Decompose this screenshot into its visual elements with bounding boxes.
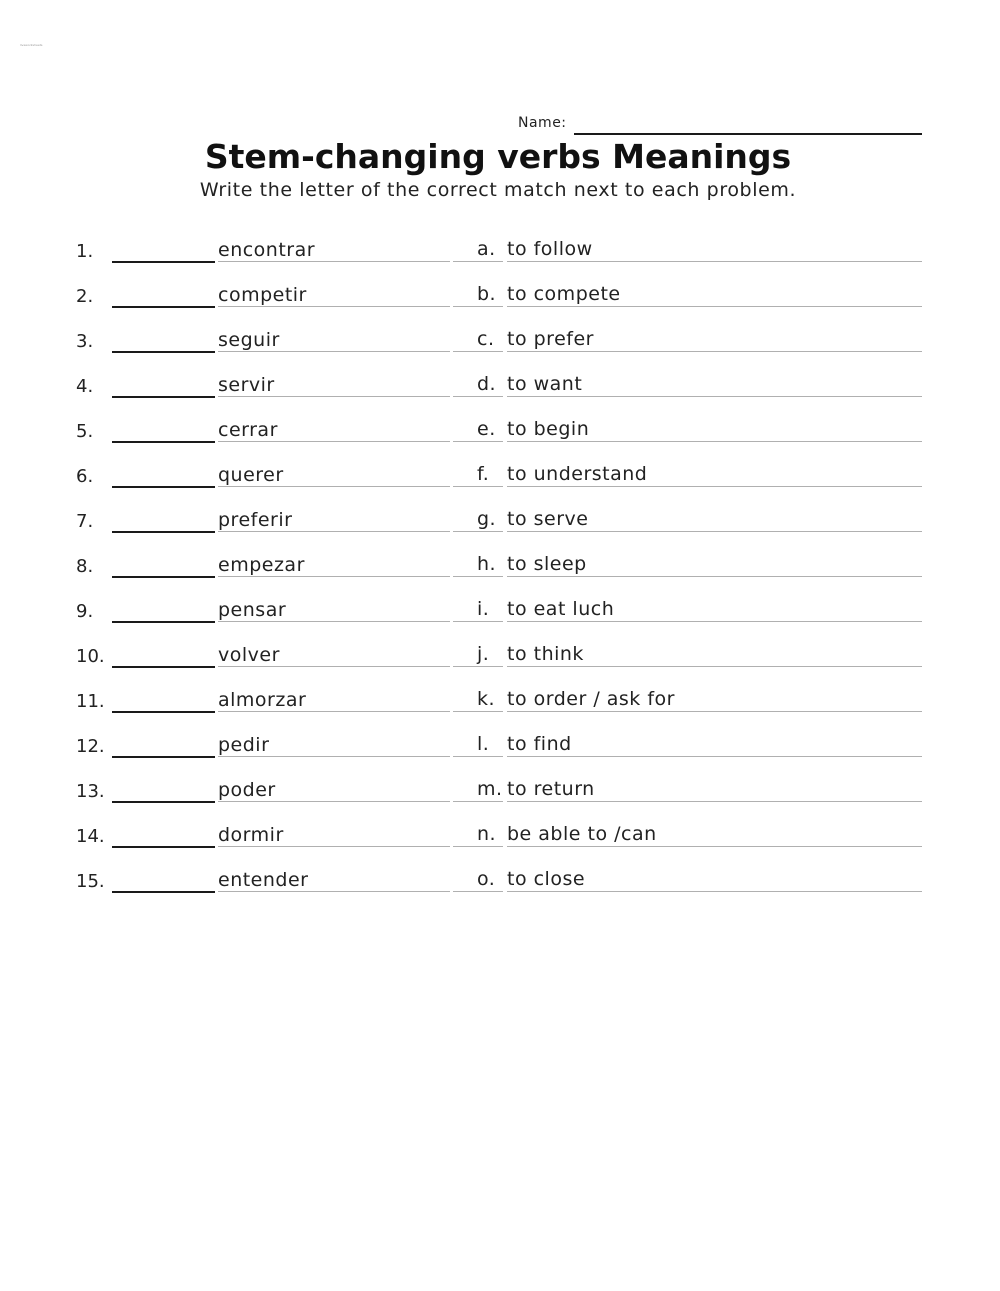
answer-blank[interactable] [112, 351, 215, 353]
answer-blank[interactable] [112, 666, 215, 668]
matching-row [0, 852, 1000, 897]
spanish-verb: almorzar [218, 689, 307, 711]
problem-number: 2. [76, 286, 94, 307]
letter-rule [453, 891, 503, 892]
meaning-rule [507, 441, 922, 442]
term-rule [218, 711, 450, 712]
matching-row [0, 717, 1000, 762]
matching-row [0, 357, 1000, 402]
spanish-verb: servir [218, 374, 275, 396]
term-rule [218, 846, 450, 847]
option-letter: g. [477, 508, 497, 530]
term-rule [218, 621, 450, 622]
spanish-verb: pensar [218, 599, 287, 621]
term-rule [218, 531, 450, 532]
term-rule [218, 756, 450, 757]
term-rule [218, 486, 450, 487]
option-letter: l. [477, 733, 490, 755]
letter-rule [453, 396, 503, 397]
problem-number: 9. [76, 601, 94, 622]
problem-number: 4. [76, 376, 94, 397]
meaning-rule [507, 486, 922, 487]
letter-rule [453, 576, 503, 577]
english-meaning: be able to /can [507, 823, 657, 845]
problem-number: 8. [76, 556, 94, 577]
answer-blank[interactable] [112, 711, 215, 713]
spanish-verb: preferir [218, 509, 293, 531]
matching-row [0, 672, 1000, 717]
english-meaning: to follow [507, 238, 593, 260]
spanish-verb: competir [218, 284, 307, 306]
problem-number: 15. [76, 871, 105, 892]
term-rule [218, 396, 450, 397]
english-meaning: to order / ask for [507, 688, 675, 710]
english-meaning: to begin [507, 418, 590, 440]
spanish-verb: pedir [218, 734, 270, 756]
option-letter: j. [477, 643, 490, 665]
problem-number: 10. [76, 646, 105, 667]
spanish-verb: querer [218, 464, 284, 486]
spanish-verb: poder [218, 779, 276, 801]
english-meaning: to find [507, 733, 572, 755]
problem-number: 7. [76, 511, 94, 532]
matching-row [0, 312, 1000, 357]
english-meaning: to eat luch [507, 598, 615, 620]
meaning-rule [507, 351, 922, 352]
matching-row [0, 762, 1000, 807]
answer-blank[interactable] [112, 306, 215, 308]
option-letter: b. [477, 283, 497, 305]
option-letter: m. [477, 778, 503, 800]
spanish-verb: volver [218, 644, 280, 666]
answer-blank[interactable] [112, 486, 215, 488]
english-meaning: to want [507, 373, 583, 395]
meaning-rule [507, 756, 922, 757]
meaning-rule [507, 621, 922, 622]
problem-number: 3. [76, 331, 94, 352]
option-letter: c. [477, 328, 495, 350]
matching-row [0, 402, 1000, 447]
term-rule [218, 306, 450, 307]
problem-number: 13. [76, 781, 105, 802]
option-letter: o. [477, 868, 496, 890]
term-rule [218, 891, 450, 892]
instructions-text: Write the letter of the correct match next to each problem. [199, 179, 797, 201]
answer-blank[interactable] [112, 531, 215, 533]
meaning-rule [507, 531, 922, 532]
matching-row [0, 537, 1000, 582]
english-meaning: to return [507, 778, 595, 800]
term-rule [218, 801, 450, 802]
matching-row [0, 492, 1000, 537]
spanish-verb: empezar [218, 554, 305, 576]
matching-row [0, 582, 1000, 627]
english-meaning: to serve [507, 508, 589, 530]
spanish-verb: seguir [218, 329, 280, 351]
problem-number: 12. [76, 736, 105, 757]
problem-number: 14. [76, 826, 105, 847]
term-rule [218, 576, 450, 577]
english-meaning: to think [507, 643, 584, 665]
english-meaning: to sleep [507, 553, 587, 575]
term-rule [218, 441, 450, 442]
name-blank-line[interactable] [574, 133, 922, 135]
option-letter: f. [477, 463, 490, 485]
option-letter: e. [477, 418, 496, 440]
meaning-rule [507, 396, 922, 397]
answer-blank[interactable] [112, 801, 215, 803]
option-letter: i. [477, 598, 490, 620]
problem-number: 5. [76, 421, 94, 442]
name-label: Name: [518, 115, 567, 131]
answer-blank[interactable] [112, 891, 215, 893]
meaning-rule [507, 891, 922, 892]
term-rule [218, 666, 450, 667]
term-rule [218, 261, 450, 262]
english-meaning: to understand [507, 463, 648, 485]
spanish-verb: cerrar [218, 419, 278, 441]
option-letter: d. [477, 373, 497, 395]
option-letter: a. [477, 238, 496, 260]
matching-row [0, 627, 1000, 672]
meaning-rule [507, 576, 922, 577]
problem-number: 11. [76, 691, 105, 712]
name-field [518, 114, 922, 136]
answer-blank[interactable] [112, 576, 215, 578]
letter-rule [453, 801, 503, 802]
matching-row [0, 222, 1000, 267]
meaning-rule [507, 306, 922, 307]
matching-row [0, 447, 1000, 492]
matching-row [0, 807, 1000, 852]
option-letter: k. [477, 688, 496, 710]
letter-rule [453, 261, 503, 262]
answer-blank[interactable] [112, 621, 215, 623]
letter-rule [453, 486, 503, 487]
meaning-rule [507, 801, 922, 802]
answer-blank[interactable] [112, 261, 215, 263]
meaning-rule [507, 711, 922, 712]
answer-blank[interactable] [112, 396, 215, 398]
option-letter: n. [477, 823, 497, 845]
watermark-text: liveworksheets [20, 43, 43, 47]
meaning-rule [507, 666, 922, 667]
letter-rule [453, 846, 503, 847]
letter-rule [453, 666, 503, 667]
meaning-rule [507, 261, 922, 262]
spanish-verb: entender [218, 869, 309, 891]
option-letter: h. [477, 553, 497, 575]
meaning-rule [507, 846, 922, 847]
worksheet-title: Stem-changing verbs Meanings [204, 137, 792, 176]
letter-rule [453, 351, 503, 352]
letter-rule [453, 711, 503, 712]
spanish-verb: dormir [218, 824, 284, 846]
answer-blank[interactable] [112, 756, 215, 758]
matching-row [0, 267, 1000, 312]
answer-blank[interactable] [112, 441, 215, 443]
letter-rule [453, 756, 503, 757]
letter-rule [453, 306, 503, 307]
letter-rule [453, 531, 503, 532]
english-meaning: to compete [507, 283, 621, 305]
letter-rule [453, 441, 503, 442]
letter-rule [453, 621, 503, 622]
answer-blank[interactable] [112, 846, 215, 848]
english-meaning: to prefer [507, 328, 594, 350]
term-rule [218, 351, 450, 352]
problem-number: 6. [76, 466, 94, 487]
english-meaning: to close [507, 868, 586, 890]
spanish-verb: encontrar [218, 239, 316, 261]
problem-number: 1. [76, 241, 94, 262]
